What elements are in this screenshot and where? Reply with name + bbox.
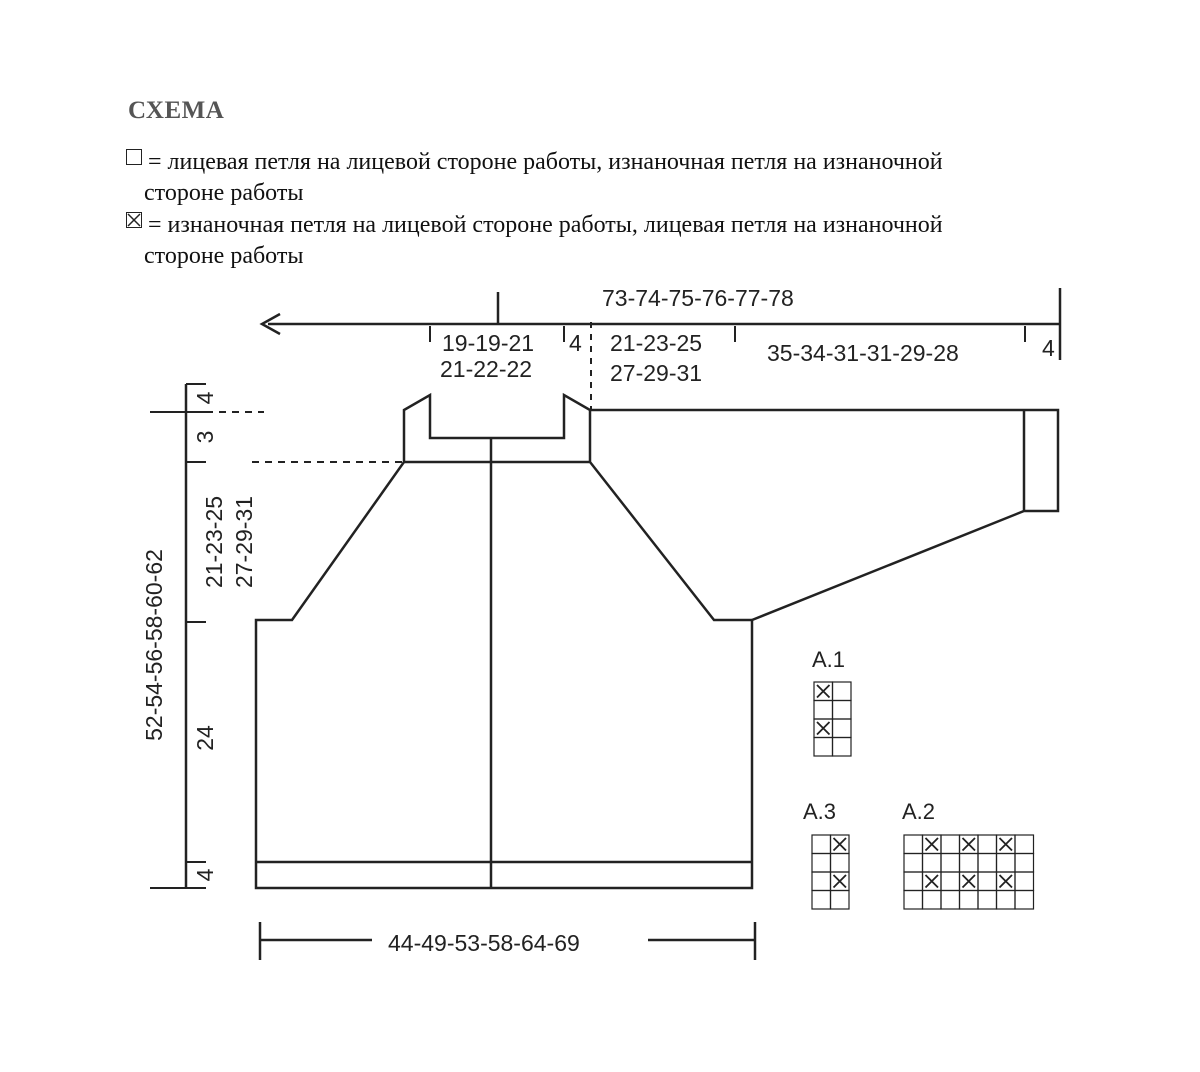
crossed-cell-icon [834,838,847,851]
chart-cell [833,719,852,738]
chart-cell [978,835,997,854]
chart-cell [812,835,831,854]
crossed-cell-icon [1000,838,1013,851]
total-width-label: 73-74-75-76-77-78 [602,285,794,311]
chart-cell [812,872,831,891]
page-title: СХЕМА [128,97,225,124]
chart-a1-grid [814,682,851,756]
legend-text-cont: стороне работы [144,243,304,269]
cuff-label: 4 [1042,335,1055,361]
chart-cell [831,854,850,873]
chart-cell [941,835,960,854]
chart-cell [978,891,997,910]
total-height-label: 52-54-56-58-60-62 [141,549,167,741]
raglan-gap-label: 4 [569,330,582,356]
chart-cell [904,891,923,910]
yoke-depth-label-1: 21-23-25 [201,495,227,589]
chart-cell [1015,891,1034,910]
legend-text: = изнаночная петля на лицевой стороне работы, лицевая петля на изнаночной [148,212,943,238]
yoke-depth-label-2: 27-29-31 [231,495,257,589]
raglan-width-label-1: 21-23-25 [610,330,703,356]
sleeve-length-label: 35-34-31-31-29-28 [767,340,959,366]
chart-a3-grid [812,835,849,909]
chart-cell [831,891,850,910]
neck-width-label-1: 19-19-21 [442,330,535,356]
crossed-cell-icon [926,838,939,851]
neck-drop-label: 3 [192,430,218,444]
chart-cell [814,701,833,720]
neck-width-label-2: 21-22-22 [440,356,533,382]
top-band-label: 4 [192,391,218,405]
legend-text-cont: стороне работы [144,180,304,206]
body-outline [256,395,752,888]
chart-cell [833,738,852,757]
chart-cell [978,872,997,891]
crossed-cell-icon [834,875,847,888]
schematic-lines [150,288,1060,960]
crossed-cell-icon [926,875,939,888]
chart-cell [904,835,923,854]
raglan-width-label-2: 27-29-31 [610,360,703,386]
chart-a1-label: A.1 [812,647,846,672]
chart-cell [812,854,831,873]
chart-cell [904,872,923,891]
crossed-cell-icon [817,685,830,698]
hem-label: 4 [192,868,218,882]
chart-cell [833,682,852,701]
sleeve-outline [590,410,1058,620]
crossed-cell-icon [817,722,830,735]
chart-cell [923,891,942,910]
chart-cell [1015,835,1034,854]
crossed-cell-icon [963,838,976,851]
chart-cell [960,854,979,873]
chart-cell [812,891,831,910]
chart-cell [941,854,960,873]
chart-cell [814,738,833,757]
chart-cell [997,891,1016,910]
chart-cell [997,854,1016,873]
chart-cell [923,854,942,873]
bottom-width-label: 44-49-53-58-64-69 [388,930,580,956]
legend-text: = лицевая петля на лицевой стороне работы, изнаночная петля на изнаночной [148,149,943,175]
chart-cell [941,891,960,910]
chart-a2-grid [904,835,1034,909]
chart-cell [833,701,852,720]
chart-cell [960,891,979,910]
chart-cell [904,854,923,873]
chart-a3-label: A.3 [803,799,837,824]
crossed-cell-icon [963,875,976,888]
chart-cell [1015,872,1034,891]
body-length-label: 24 [192,725,218,751]
crossed-cell-icon [1000,875,1013,888]
chart-cell [978,854,997,873]
chart-a2-label: A.2 [902,799,936,824]
chart-cell [1015,854,1034,873]
chart-cell [941,872,960,891]
